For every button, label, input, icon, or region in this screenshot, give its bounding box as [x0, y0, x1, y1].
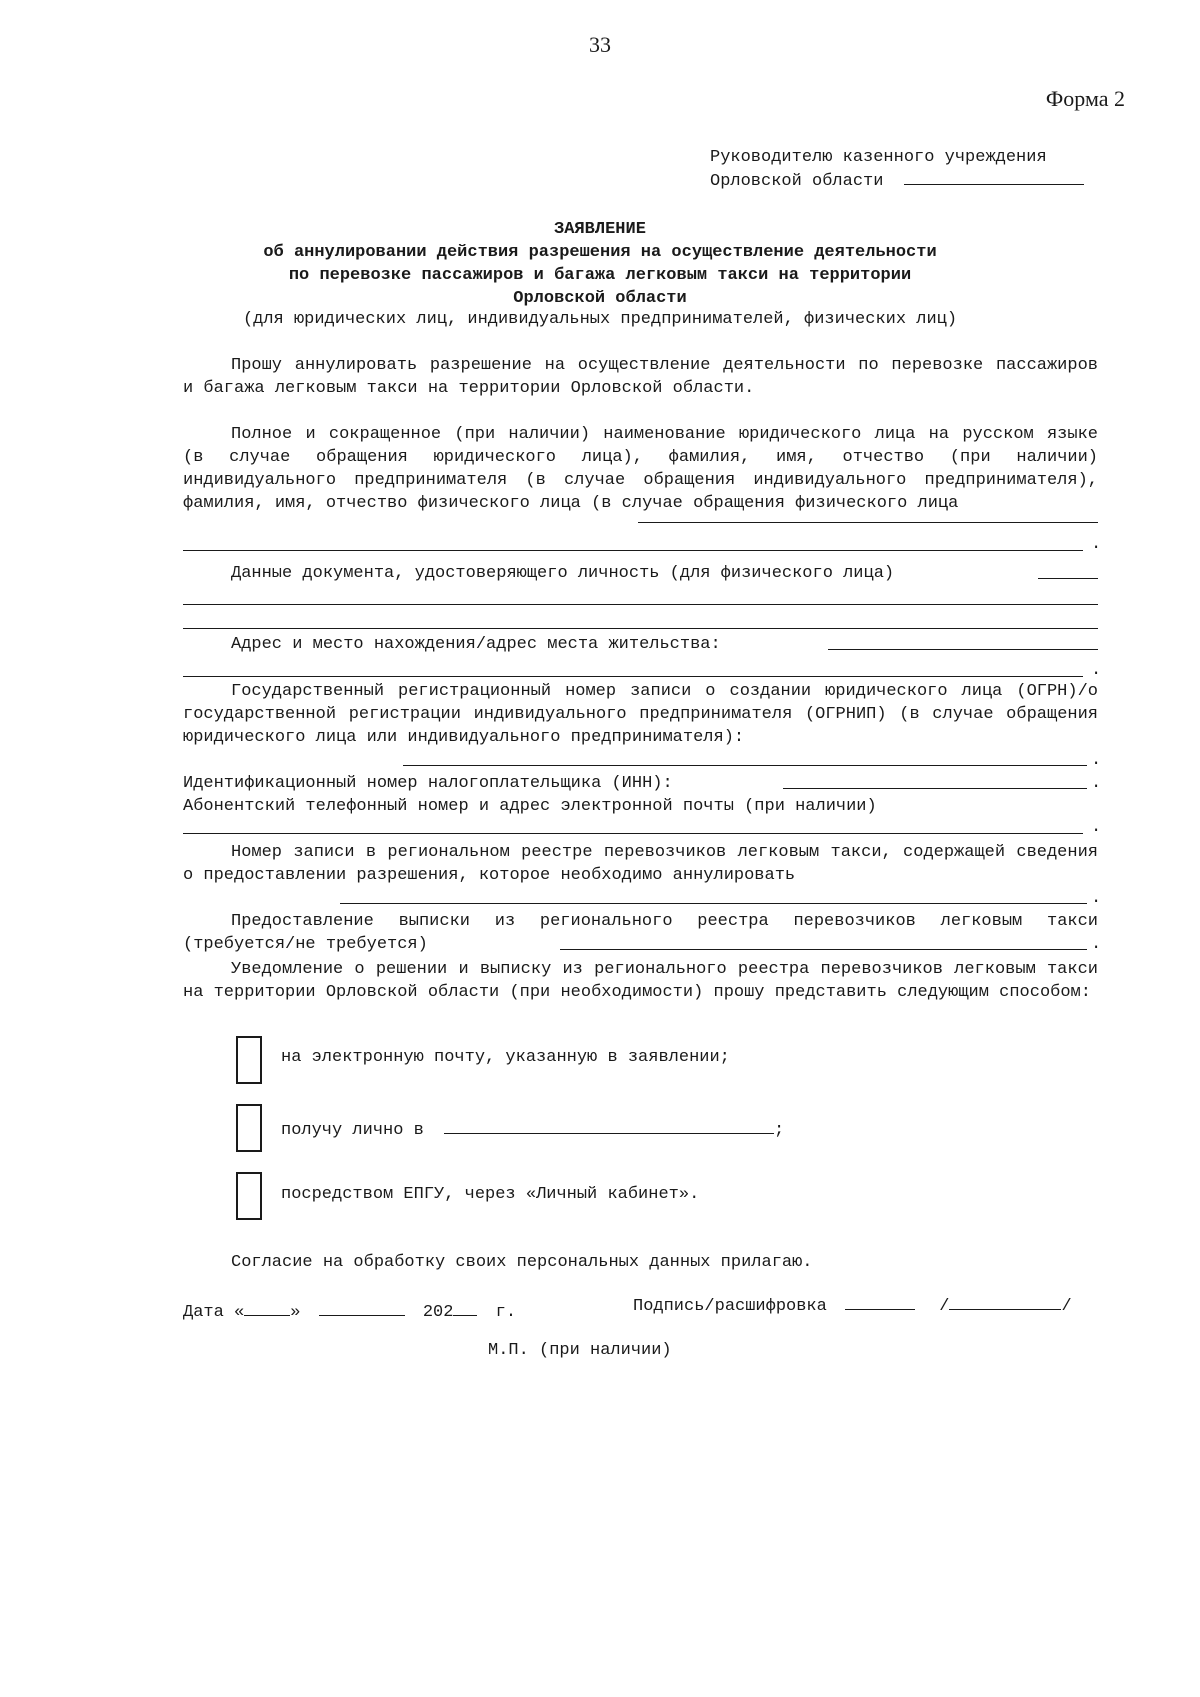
option-email-checkbox[interactable]	[236, 1036, 262, 1084]
contact-field-label: Абонентский телефонный номер и адрес электронной почты (при наличии)	[183, 797, 877, 816]
date-year-suffix: г.	[495, 1303, 517, 1322]
form-label: Форма 2	[1045, 86, 1125, 111]
page-number: 33	[589, 32, 611, 57]
doc-title-line-3: Орловской области	[513, 289, 687, 308]
option-in-person-suffix: ;	[774, 1121, 785, 1140]
option-in-person-line[interactable]	[444, 1118, 774, 1134]
option-epgu-label: посредством ЕПГУ, через «Личный кабинет».	[281, 1185, 700, 1204]
option-epgu-checkbox[interactable]	[236, 1172, 262, 1220]
signature-line[interactable]	[845, 1294, 915, 1310]
signature-name-line[interactable]	[949, 1294, 1061, 1310]
option-in-person-checkbox[interactable]	[236, 1104, 262, 1152]
option-in-person-label: получу лично в	[281, 1121, 424, 1140]
extract-field-label: Предоставление выписки из регионального реестра перевозчиков легковым такси (требуется/не требуется)	[183, 912, 1098, 954]
period: .	[1091, 889, 1102, 908]
name-field-line-1[interactable]	[638, 522, 1098, 523]
signature-slash-1: /	[939, 1297, 950, 1316]
id-doc-line-2[interactable]	[183, 604, 1098, 605]
date-year: 202	[422, 1303, 454, 1322]
addressee-name-line[interactable]	[904, 169, 1084, 185]
registry-field-label: Номер записи в региональном реестре перевозчиков легковым такси, содержащей сведения о предоставлении разрешения, которое необходимо аннулировать	[183, 843, 1098, 885]
addressee-line-1: Руководителю казенного учреждения	[710, 148, 1047, 167]
signature-label: Подпись/расшифровка	[633, 1297, 827, 1316]
addressee-region: Орловской области	[710, 172, 884, 191]
address-line-1[interactable]	[828, 649, 1098, 650]
period: .	[1091, 774, 1102, 793]
inn-line[interactable]	[783, 788, 1087, 789]
id-doc-line-3[interactable]	[183, 628, 1098, 629]
date-year-line[interactable]	[453, 1300, 477, 1316]
signature-row	[633, 1294, 1072, 1316]
consent-text: Согласие на обработку своих персональных данных прилагаю.	[231, 1253, 813, 1272]
registry-line[interactable]	[340, 903, 1087, 904]
date-month-line[interactable]	[319, 1300, 405, 1316]
ogrn-line[interactable]	[403, 765, 1087, 766]
signature-slash-2: /	[1061, 1297, 1072, 1316]
notification-text: Уведомление о решении и выписку из регионального реестра перевозчиков легковым такси на территории Орловской области (при необходимости) прошу представить следующим способом:	[183, 960, 1098, 1002]
doc-title-line-2: по перевозке пассажиров и багажа легковым такси на территории	[288, 266, 912, 285]
date-row	[183, 1300, 516, 1322]
date-label: Дата «	[183, 1303, 245, 1322]
name-field-label: Полное и сокращенное (при наличии) наименование юридического лица на русском языке (в случае обращения юридического лица), фамилия, имя, отчество (при наличии) индивидуального предпринимателя (в случае обращения индивидуального предпринимателя), фамилия, имя, отчество физического лица (в случае обращения физического лица	[183, 425, 1098, 513]
inn-field-label: Идентификационный номер налогоплательщика (ИНН):	[183, 774, 673, 793]
addressee-line-2	[710, 169, 1125, 193]
date-day-line[interactable]	[244, 1300, 290, 1316]
doc-title-line-1: об аннулировании действия разрешения на осуществление деятельности	[263, 243, 937, 262]
period: .	[1091, 661, 1102, 680]
extract-line[interactable]	[560, 949, 1087, 950]
period: .	[1091, 751, 1102, 770]
ogrn-field-label: Государственный регистрационный номер записи о создании юридического лица (ОГРН)/о государственной регистрации индивидуального предпринимателя (ОГРНИП) (в случае обращения юридического лица или индивидуального предпринимателя):	[183, 682, 1098, 747]
doc-heading: ЗАЯВЛЕНИЕ	[554, 220, 646, 239]
name-field-line-2[interactable]	[183, 550, 1083, 551]
stamp-note: М.П. (при наличии)	[488, 1341, 672, 1360]
period: .	[1091, 935, 1102, 954]
period: .	[1091, 818, 1102, 837]
contact-line[interactable]	[183, 833, 1083, 834]
option-email-label: на электронную почту, указанную в заявлении;	[281, 1048, 730, 1067]
date-close: »	[290, 1303, 301, 1322]
id-doc-field-label: Данные документа, удостоверяющего личность (для физического лица)	[231, 564, 895, 583]
address-line-2[interactable]	[183, 676, 1083, 677]
period: .	[1091, 535, 1102, 554]
option-in-person-row	[281, 1118, 784, 1140]
doc-subtitle: (для юридических лиц, индивидуальных предпринимателей, физических лиц)	[242, 310, 958, 329]
address-field-label: Адрес и место нахождения/адрес места жительства:	[231, 635, 721, 654]
request-text: Прошу аннулировать разрешение на осуществление деятельности по перевозке пассажиров и багажа легковым такси на территории Орловской области.	[183, 356, 1098, 398]
id-doc-line-1[interactable]	[1038, 578, 1098, 579]
